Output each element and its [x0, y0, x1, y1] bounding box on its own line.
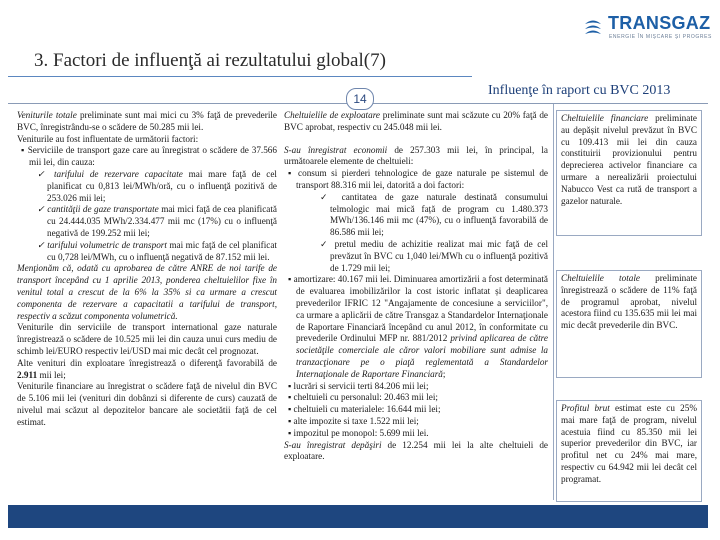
- anre-note-em: Menţionăm că, odată cu aprobarea de către ANRE de noi tarife de transport începând cu 1 aprilie 2013, ponderea cheltuielilor fixe în venitul total a crescut de la 6% la 35% si ca urmare a crescut componenta de rezervare a capacitatii a tarifului de transport, respectiv a scăzut componenta volumetrică.: [17, 263, 277, 321]
- personnel-costs-bullet: ▪ cheltuieli cu personalul: 20.463 mii lei;: [288, 392, 438, 403]
- operating-expenses-text: preliminate sunt mai scăzute cu 20% faţă de BVC aprobat, respectiv cu 245.048 mii lei.: [284, 110, 549, 132]
- total-expenses-em: Cheltuielile totale: [561, 273, 640, 283]
- savings-em: S-au înregistrat economii: [284, 144, 388, 155]
- purchase-price-check: ✓ pretul mediu de achizitie realizat mai mic faţă de cel prevăzut în BVC cu 1,040 lei/MWh cu o influenţă pozitivă de 1.729 mii lei;: [320, 238, 548, 273]
- logo-name: TRANSGAZ: [608, 13, 711, 33]
- monopoly-tax-bullet: ▪ impozitul pe monopol: 5.699 mii lei.: [288, 427, 429, 438]
- page-number: 14: [346, 88, 374, 110]
- revenues-intro-text: preliminate sunt mai mici cu 3% faţă de prevederile BVC, înregistrându-se o scădere de 50.285 mii lei.: [17, 110, 277, 132]
- overruns-text: [284, 440, 548, 464]
- amortization-text: ▪ amortizare: 40.167 mii lei. Diminuarea amortizării a fost determinată de evaluarea imobilizărilor la cost istoric inflatat și deaplicarea prevederilor IFRIC 12 "Angajamente de concesiune a serviciilor", ca urmare a aplicării de către Transgaz a Standardelor Internaţionale de Raportare Financiară începând cu anul 2012, în conformitate cu prevederile Ordinului MFP nr. 881/2012: [288, 274, 548, 344]
- section-subtitle: Influenţe în raport cu BVC 2013: [488, 83, 671, 98]
- other-revenues-text: [17, 358, 277, 382]
- financial-expenses-em: Cheltuielile financiare: [561, 113, 649, 123]
- overruns-body: de 12.254 mii lei la alte cheltuieli de exploatare.: [284, 439, 548, 462]
- gross-profit-box: [556, 400, 702, 502]
- amortization-em: privind aplicarea de către societăţile comerciale ale căror valori mobiliare sunt admise la tranzacţionare pe o piaţă reglementată a Standardelor Internaţionale de Raportare Financiară: [296, 333, 548, 379]
- other-revenues-post: mii lei;: [37, 369, 66, 380]
- capacity-tariff-check: [17, 169, 277, 204]
- revenues-column: [17, 110, 277, 429]
- operating-expenses-em: Cheltuielile de exploatare: [284, 110, 381, 120]
- gas-quantity-text: mai mici faţă de cea planificată cu 24.444.035 MWh/2.334.477 mii mc (17%) cu o influenţă negativă de 199.252 mii lei;: [47, 204, 277, 238]
- anre-note: [17, 263, 277, 322]
- column-divider: [553, 104, 554, 500]
- page-title: 3. Factori de influenţă ai rezultatului global(7): [34, 50, 386, 71]
- title-underline: [8, 76, 472, 77]
- gross-profit-text: estimat este cu 25% mai mare faţă de program, nivelul acestuia fiind cu 85.350 mii lei superior prevederilor din BVC, iar profitul net cu 24% mai mare, respectiv cu 64.942 mii lei decât cel programat.: [561, 403, 697, 484]
- volumetric-tariff-text: mai mic faţă de cel planificat cu 0,728 lei/MWh, cu o influenţă negativă de 87.152 mii lei.: [47, 239, 277, 262]
- tech-consumption-check: ✓ cantitatea de gaze naturale destinată consumului telmologic mai mică față de program cu 1.480.373 MWh/136.146 mii mc (47%), cu o influenţă favorabilă de 86.586 mii lei;: [320, 191, 548, 238]
- logo-tagline: ENERGIE ÎN MIȘCARE ȘI PROGRES: [609, 34, 712, 40]
- transgaz-logo-icon: [582, 16, 604, 38]
- operating-expenses-intro: [284, 110, 548, 134]
- revenues-intro: [17, 110, 277, 134]
- footer-bar: [8, 505, 708, 528]
- expenses-column: [284, 110, 548, 463]
- financial-expenses-box: [556, 110, 702, 236]
- total-expenses-box: [556, 270, 702, 378]
- other-revenues-pre: Alte venituri din exploatare înregistrează o diferenţă favorabilă de: [17, 357, 277, 368]
- transgaz-logo: [582, 10, 712, 44]
- volumetric-tariff-em: ✓ tarifului volumetric de transport: [37, 239, 167, 250]
- revenues-factors: Veniturile au fost influentate de următorii factori:: [17, 133, 199, 144]
- savings-intro: [284, 145, 548, 169]
- international-transport-text: Veniturile din serviciile de transport international gaze naturale înregistrează o scădere de 10.525 mii lei din cauza unui curs mediu de schimb lei/EURO respectiv lei/USD mai mic decât cel prognozat.: [17, 322, 277, 356]
- gross-profit-em: Profitul brut: [561, 403, 610, 413]
- revenues-intro-em: Veniturile totale: [17, 110, 77, 120]
- financial-expenses-text: preliminate au depășit nivelul prevăzut în BVC cu 109.413 mii lei din cauza constituirii provizionului pentru deprecierea activelor financiare ca urmare a nerealizării proiectului Nabucco Vest ca rută de transport a gazelor naturale.: [561, 113, 697, 206]
- financial-revenues-text: Veniturile financiare au înregistrat o scădere faţă de nivelul din BVC de 5.106 mii lei (venituri din dobânzi si diferente de curs) cauzată de nivelul mai scăzut al depozitelor bancare ale societătii faţă de cel estimat.: [17, 381, 277, 427]
- capacity-tariff-text: mai mare faţă de cel planificat cu 0,813 lei/MWh/oră, cu o influenţă pozitivă de 253.026 mii lei;: [47, 168, 277, 203]
- transport-services-bullet: ▪ Serviciile de transport gaze care au înregistrat o scădere de 37.566 mii lei, din cauza:: [21, 145, 277, 168]
- third-party-services-bullet: ▪ lucrări si servicii terti 84.206 mii lei;: [288, 380, 429, 391]
- volumetric-tariff-check: [17, 240, 277, 264]
- total-expenses-text: preliminate înregistrează o scădere de 11% faţă de programul aprobat, nivelul acestora fiind cu 135.635 mii lei mai mic decât prevederile din BVC.: [561, 273, 697, 331]
- consumption-losses-bullet: ▪ consum si pierderi tehnologice de gaze naturale pe sistemul de transport 88.316 mii lei, datorită a doi factori:: [288, 168, 548, 190]
- amortization-post: ;: [442, 368, 446, 379]
- overruns-em: S-au înregistrat depăşiri: [284, 439, 382, 450]
- gas-quantity-em: ✓ cantităţii de gaze transportate: [37, 204, 159, 215]
- capacity-tariff-em: ✓ tarifului de rezervare capacitate: [37, 168, 183, 179]
- gas-quantity-check: [17, 204, 277, 239]
- other-revenues-value: 2.911: [17, 369, 38, 380]
- savings-text: de 257.303 mii lei, în principal, la următoarele elemente de cheltuieli:: [284, 144, 548, 167]
- other-taxes-bullet: ▪ alte impozite si taxe 1.522 mii lei;: [288, 415, 419, 426]
- materials-costs-bullet: ▪ cheltuieli cu materialele: 16.644 mii lei;: [288, 404, 441, 415]
- amortization-bullet: [284, 274, 548, 380]
